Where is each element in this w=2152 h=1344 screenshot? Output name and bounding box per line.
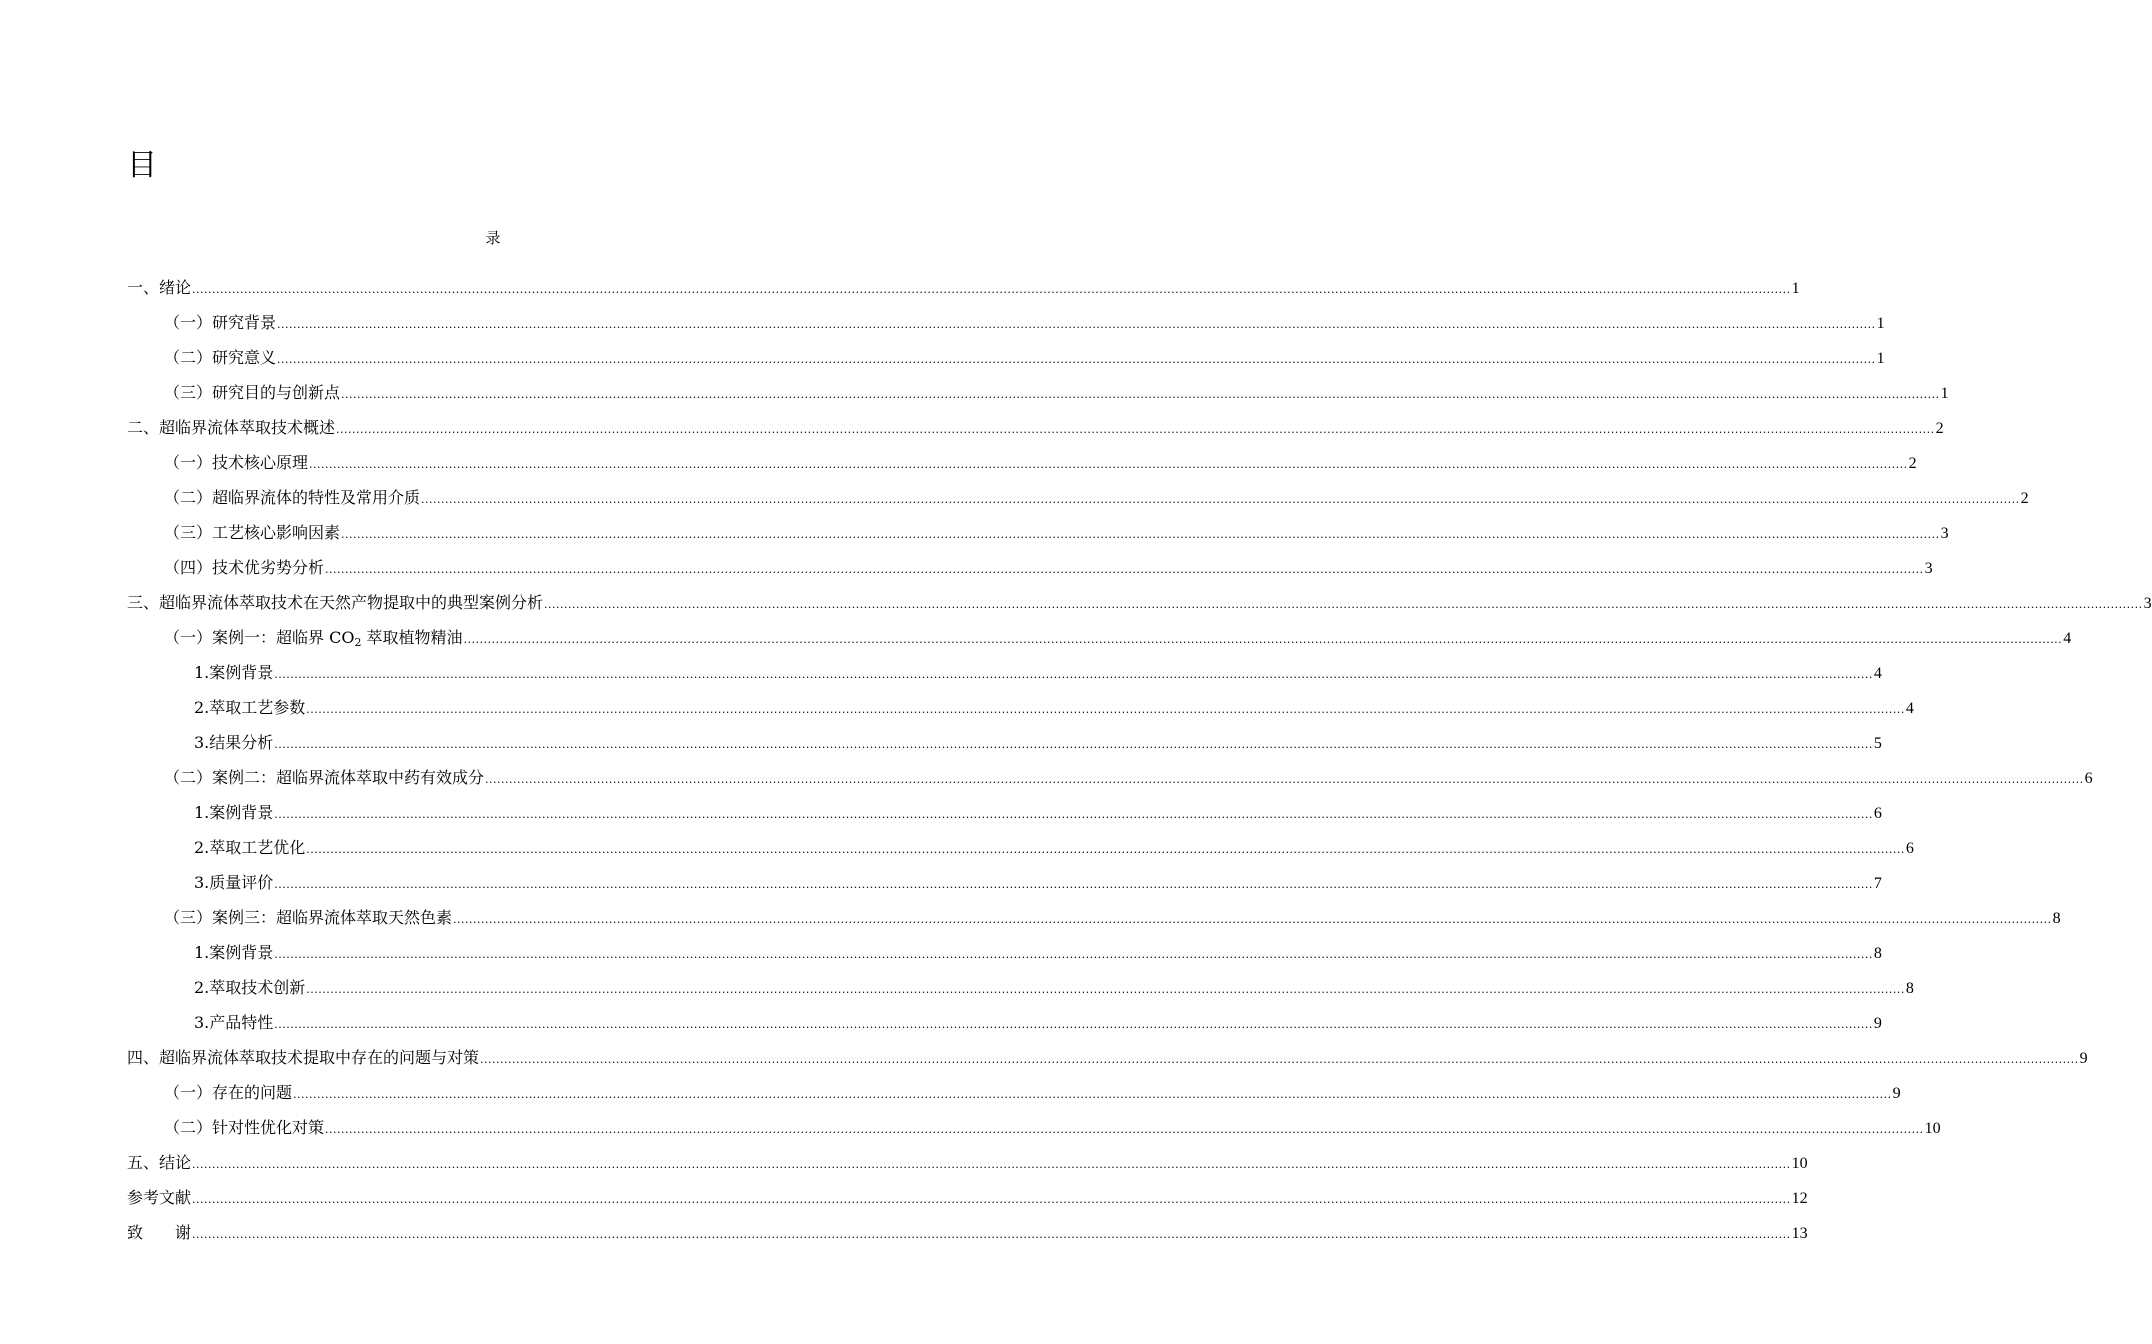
toc-page-number: 10 (1791, 1155, 1808, 1172)
toc-dot-leader: ................................................................................................................................................................................................................................................................................................................................................................................................................ (274, 738, 1873, 751)
toc-entry-label: 3.质量评价 (194, 873, 274, 892)
toc-page-number: 7 (1873, 875, 1882, 892)
toc-entry-label: 2.萃取工艺参数 (194, 698, 306, 717)
toc-dot-leader: ................................................................................................................................................................................................................................................................................................................................................................................................................ (421, 493, 2020, 506)
toc-dot-leader: ................................................................................................................................................................................................................................................................................................................................................................................................................ (341, 528, 1940, 541)
toc-entry-label: 2.萃取技术创新 (194, 978, 306, 997)
toc-page-number: 9 (2079, 1050, 2088, 1067)
toc-entry-label: （一）存在的问题 (164, 1083, 293, 1102)
toc-dot-leader: ................................................................................................................................................................................................................................................................................................................................................................................................................ (463, 633, 2063, 646)
toc-entry-label: （二）针对性优化对策 (164, 1118, 325, 1137)
toc-entry-label: （一）研究背景 (164, 313, 277, 332)
toc-entry[interactable] (164, 305, 1885, 340)
toc-entry[interactable] (164, 1110, 1941, 1145)
toc-entry-label: 五、结论 (127, 1153, 192, 1172)
toc-dot-leader: ................................................................................................................................................................................................................................................................................................................................................................................................................ (192, 1193, 1791, 1206)
toc-entry[interactable] (127, 1180, 1808, 1215)
toc-entry[interactable] (127, 1145, 1808, 1180)
toc-entry-label: （一）技术核心原理 (164, 453, 309, 472)
toc-entry-label: （四）技术优劣势分析 (164, 558, 325, 577)
toc-entry[interactable] (194, 725, 1882, 760)
toc-entry-label: （三）研究目的与创新点 (164, 383, 341, 402)
toc-entry-label: 二、超临界流体萃取技术概述 (127, 418, 336, 437)
toc-entry[interactable] (164, 340, 1885, 375)
toc-page-number: 2 (2020, 490, 2029, 507)
toc-dot-leader: ................................................................................................................................................................................................................................................................................................................................................................................................................ (341, 388, 1940, 401)
toc-dot-leader: ................................................................................................................................................................................................................................................................................................................................................................................................................ (325, 1123, 1924, 1136)
toc-page-number: 1 (1791, 280, 1800, 297)
toc-entry-label: （二）案例二：超临界流体萃取中药有效成分 (164, 768, 485, 787)
toc-entry[interactable] (164, 515, 1949, 550)
toc-page-number: 5 (1873, 735, 1882, 752)
toc-entry-label: 四、超临界流体萃取技术提取中存在的问题与对策 (127, 1048, 480, 1067)
toc-dot-leader: ................................................................................................................................................................................................................................................................................................................................................................................................................ (274, 808, 1873, 821)
toc-entry-label: （二）研究意义 (164, 348, 277, 367)
toc-entry[interactable] (194, 795, 1882, 830)
toc-entry-label: 1.案例背景 (194, 803, 274, 822)
toc-page-number: 2 (1935, 420, 1944, 437)
toc-page-number: 8 (2052, 910, 2061, 927)
toc-page-number: 1 (1876, 315, 1885, 332)
toc-page-number: 10 (1924, 1120, 1941, 1137)
toc-entry[interactable] (164, 620, 2072, 655)
toc-entry[interactable] (164, 1075, 1901, 1110)
toc-entry[interactable] (127, 410, 1944, 445)
toc-dot-leader: ................................................................................................................................................................................................................................................................................................................................................................................................................ (544, 598, 2143, 611)
toc-dot-leader: ................................................................................................................................................................................................................................................................................................................................................................................................................ (192, 1158, 1791, 1171)
toc-entry-label: 三、超临界流体萃取技术在天然产物提取中的典型案例分析 (127, 593, 544, 612)
toc-dot-leader: ................................................................................................................................................................................................................................................................................................................................................................................................................ (274, 1018, 1873, 1031)
toc-dot-leader: ................................................................................................................................................................................................................................................................................................................................................................................................................ (309, 458, 1908, 471)
toc-entry[interactable] (164, 375, 1949, 410)
toc-entry-label: （三）工艺核心影响因素 (164, 523, 341, 542)
toc-dot-leader: ................................................................................................................................................................................................................................................................................................................................................................................................................ (277, 353, 1876, 366)
toc-entry[interactable] (194, 1005, 1882, 1040)
toc-dot-leader: ................................................................................................................................................................................................................................................................................................................................................................................................................ (306, 843, 1905, 856)
toc-dot-leader: ................................................................................................................................................................................................................................................................................................................................................................................................................ (274, 948, 1873, 961)
toc-dot-leader: ................................................................................................................................................................................................................................................................................................................................................................................................................ (277, 318, 1876, 331)
toc-entry-label: 致 谢 (127, 1223, 192, 1242)
toc-entry[interactable] (164, 760, 2093, 795)
toc-title-main: 目 (127, 148, 157, 183)
toc-entry[interactable] (127, 1215, 1808, 1250)
toc-page-number: 12 (1791, 1190, 1808, 1207)
toc-dot-leader: ................................................................................................................................................................................................................................................................................................................................................................................................................ (325, 563, 1924, 576)
toc-page-number: 2 (1908, 455, 1917, 472)
toc-entry-label: （一）案例一：超临界 $CO_2$ 萃取植物精油 (164, 628, 463, 649)
toc-page-number: 3 (2143, 595, 2152, 612)
toc-page-number: 8 (1905, 980, 1914, 997)
toc-entry[interactable] (194, 830, 1914, 865)
toc-entry[interactable] (164, 550, 1933, 585)
toc-entry[interactable] (164, 900, 2061, 935)
toc-entry-label: （三）案例三：超临界流体萃取天然色素 (164, 908, 453, 927)
toc-page-number: 9 (1892, 1085, 1901, 1102)
toc-entry[interactable] (194, 655, 1882, 690)
toc-dot-leader: ................................................................................................................................................................................................................................................................................................................................................................................................................ (192, 1228, 1791, 1241)
toc-dot-leader: ................................................................................................................................................................................................................................................................................................................................................................................................................ (274, 878, 1873, 891)
toc-dot-leader: ................................................................................................................................................................................................................................................................................................................................................................................................................ (336, 423, 1935, 436)
toc-page-number: 1 (1876, 350, 1885, 367)
toc-entry[interactable] (164, 445, 1917, 480)
toc-page-number: 4 (1873, 665, 1882, 682)
toc-dot-leader: ................................................................................................................................................................................................................................................................................................................................................................................................................ (306, 703, 1905, 716)
toc-dot-leader: ................................................................................................................................................................................................................................................................................................................................................................................................................ (453, 913, 2052, 926)
toc-page-number: 3 (1924, 560, 1933, 577)
toc-entry[interactable] (194, 970, 1914, 1005)
toc-page-number: 6 (2084, 770, 2093, 787)
toc-dot-leader: ................................................................................................................................................................................................................................................................................................................................................................................................................ (192, 283, 1791, 296)
toc-entry[interactable] (194, 935, 1882, 970)
toc-entry-label: 2.萃取工艺优化 (194, 838, 306, 857)
toc-entry-label: 3.产品特性 (194, 1013, 274, 1032)
toc-page-number: 4 (1905, 700, 1914, 717)
toc-page-number: 13 (1791, 1225, 1808, 1242)
toc-page-number: 1 (1940, 385, 1949, 402)
toc-dot-leader: ................................................................................................................................................................................................................................................................................................................................................................................................................ (293, 1088, 1892, 1101)
toc-entry[interactable] (164, 480, 2029, 515)
toc-entry[interactable] (127, 585, 2152, 620)
toc-dot-leader: ................................................................................................................................................................................................................................................................................................................................................................................................................ (306, 983, 1905, 996)
toc-dot-leader: ................................................................................................................................................................................................................................................................................................................................................................................................................ (274, 668, 1873, 681)
toc-entry[interactable] (127, 270, 1800, 305)
toc-page-number: 9 (1873, 1015, 1882, 1032)
toc-entry-label: 1.案例背景 (194, 663, 274, 682)
toc-entry-label: （二）超临界流体的特性及常用介质 (164, 488, 421, 507)
toc-page-number: 4 (2063, 630, 2072, 647)
toc-entry[interactable] (194, 690, 1914, 725)
toc-entry-label: 1.案例背景 (194, 943, 274, 962)
toc-entry-label: 参考文献 (127, 1188, 192, 1207)
toc-entry-label: 一、绪论 (127, 278, 192, 297)
toc-page-number: 6 (1905, 840, 1914, 857)
toc-entry-label: 3.结果分析 (194, 733, 274, 752)
toc-title-sub: 录 (485, 229, 501, 247)
toc-entry[interactable] (127, 1040, 2088, 1075)
toc-page-number: 8 (1873, 945, 1882, 962)
toc-page-number: 3 (1940, 525, 1949, 542)
toc-dot-leader: ................................................................................................................................................................................................................................................................................................................................................................................................................ (485, 773, 2084, 786)
toc-dot-leader: ................................................................................................................................................................................................................................................................................................................................................................................................................ (480, 1053, 2079, 1066)
toc-page-number: 6 (1873, 805, 1882, 822)
toc-entry[interactable] (194, 865, 1882, 900)
